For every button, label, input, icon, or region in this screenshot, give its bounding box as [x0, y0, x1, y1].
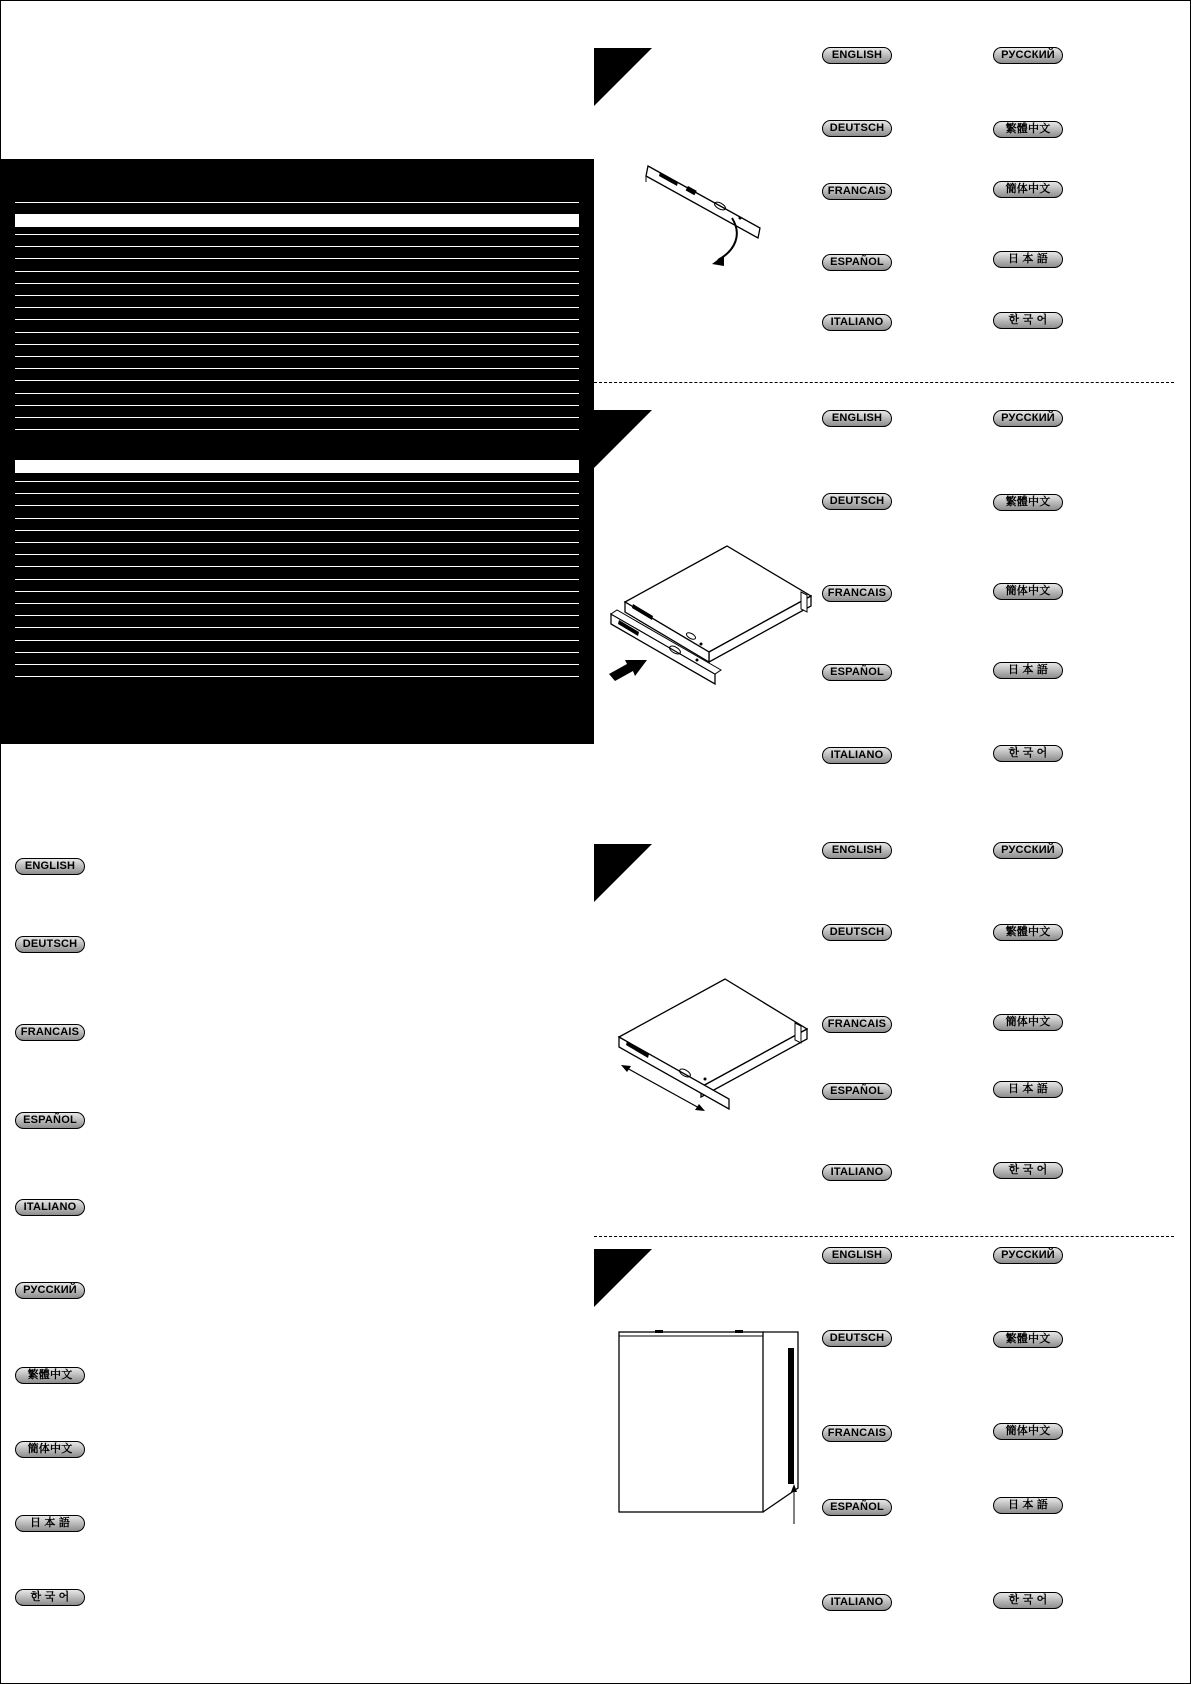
- lang-pill-simp-chinese: 簡体中文: [993, 1423, 1063, 1440]
- lang-pill-trad-chinese: 繁體中文: [993, 1331, 1063, 1348]
- lang-pill-simp-chinese-left: 簡体中文: [15, 1441, 85, 1458]
- lang-pill-russian: РУССКИЙ: [993, 1247, 1063, 1264]
- lang-pill-japanese-left: 日 本 語: [15, 1515, 85, 1532]
- table-rule: [15, 505, 579, 506]
- table-rule: [15, 332, 579, 333]
- lang-pill-espanol: ESPAÑOL: [822, 1083, 892, 1100]
- table-rule: [15, 627, 579, 628]
- table-rule: [15, 676, 579, 677]
- drive-side-figure: [615, 1328, 805, 1528]
- table-rule: [15, 481, 579, 482]
- lang-pill-japanese: 日 本 語: [993, 1081, 1063, 1098]
- lang-pill-deutsch: DEUTSCH: [822, 924, 892, 941]
- table-band: [15, 214, 579, 227]
- table-rule: [15, 356, 579, 357]
- lang-pill-english: ENGLISH: [822, 47, 892, 64]
- lang-pill-deutsch: DEUTSCH: [822, 493, 892, 510]
- step-triangle-icon: [594, 844, 652, 902]
- table-rule: [15, 603, 579, 604]
- bezel-removal-figure: [640, 160, 770, 275]
- table-rule: [15, 393, 579, 394]
- step-triangle-icon: [594, 48, 652, 106]
- drive-figure: [615, 975, 815, 1115]
- table-rule: [15, 493, 579, 494]
- lang-pill-deutsch: DEUTSCH: [822, 1330, 892, 1347]
- lang-pill-korean: 한 국 어: [993, 312, 1063, 329]
- lang-pill-trad-chinese-left: 繁體中文: [15, 1367, 85, 1384]
- table-rule: [15, 417, 579, 418]
- lang-pill-francais: FRANCAIS: [822, 1425, 892, 1442]
- lang-pill-deutsch-left: DEUTSCH: [15, 936, 85, 953]
- table-rule: [15, 319, 579, 320]
- step-triangle-icon: [594, 410, 652, 468]
- lang-pill-russian-left: РУССКИЙ: [15, 1282, 85, 1299]
- lang-pill-italiano: ITALIANO: [822, 1164, 892, 1181]
- lang-pill-espanol: ESPAÑOL: [822, 1499, 892, 1516]
- table-rule: [15, 615, 579, 616]
- lang-pill-espanol: ESPAÑOL: [822, 254, 892, 271]
- lang-pill-espanol-left: ESPAÑOL: [15, 1112, 85, 1129]
- lang-pill-korean: 한 국 어: [993, 1162, 1063, 1179]
- lang-pill-english: ENGLISH: [822, 842, 892, 859]
- lang-pill-korean: 한 국 어: [993, 1592, 1063, 1609]
- table-rule: [15, 344, 579, 345]
- lang-pill-english-left: ENGLISH: [15, 858, 85, 875]
- lang-pill-francais-left: FRANCAIS: [15, 1024, 85, 1041]
- table-rule: [15, 664, 579, 665]
- lang-pill-francais: FRANCAIS: [822, 1016, 892, 1033]
- table-rule: [15, 518, 579, 519]
- lang-pill-japanese: 日 本 語: [993, 1497, 1063, 1514]
- lang-pill-trad-chinese: 繁體中文: [993, 494, 1063, 511]
- bezel-attach-figure: [605, 540, 820, 690]
- lang-pill-japanese: 日 本 語: [993, 251, 1063, 268]
- table-rule: [15, 283, 579, 284]
- table-rule: [15, 258, 579, 259]
- table-rule: [15, 202, 579, 203]
- table-rule: [15, 368, 579, 369]
- table-rule: [15, 566, 579, 567]
- table-rule: [15, 307, 579, 308]
- table-rule: [15, 405, 579, 406]
- table-rule: [15, 271, 579, 272]
- lang-pill-deutsch: DEUTSCH: [822, 120, 892, 137]
- table-rule: [15, 579, 579, 580]
- table-rule: [15, 295, 579, 296]
- table-rule: [15, 591, 579, 592]
- table-band: [15, 460, 579, 473]
- section-divider: [594, 1236, 1174, 1237]
- lang-pill-russian: РУССКИЙ: [993, 47, 1063, 64]
- lang-pill-english: ENGLISH: [822, 1247, 892, 1264]
- lang-pill-russian: РУССКИЙ: [993, 842, 1063, 859]
- lang-pill-francais: FRANCAIS: [822, 585, 892, 602]
- section-divider: [594, 382, 1174, 383]
- lang-pill-simp-chinese: 簡体中文: [993, 181, 1063, 198]
- lang-pill-russian: РУССКИЙ: [993, 410, 1063, 427]
- lang-pill-italiano: ITALIANO: [822, 314, 892, 331]
- lang-pill-trad-chinese: 繁體中文: [993, 121, 1063, 138]
- lang-pill-francais: FRANCAIS: [822, 183, 892, 200]
- lang-pill-korean: 한 국 어: [993, 745, 1063, 762]
- table-rule: [15, 234, 579, 235]
- table-rule: [15, 640, 579, 641]
- lang-pill-trad-chinese: 繁體中文: [993, 924, 1063, 941]
- table-rule: [15, 554, 579, 555]
- lang-pill-italiano-left: ITALIANO: [15, 1199, 85, 1216]
- table-rule: [15, 530, 579, 531]
- table-rule: [15, 652, 579, 653]
- lang-pill-simp-chinese: 簡体中文: [993, 1014, 1063, 1031]
- lang-pill-italiano: ITALIANO: [822, 1594, 892, 1611]
- black-table-panel: [0, 159, 594, 744]
- lang-pill-english: ENGLISH: [822, 410, 892, 427]
- table-rule: [15, 380, 579, 381]
- lang-pill-italiano: ITALIANO: [822, 747, 892, 764]
- table-rule: [15, 542, 579, 543]
- lang-pill-japanese: 日 本 語: [993, 662, 1063, 679]
- step-triangle-icon: [594, 1249, 652, 1307]
- lang-pill-espanol: ESPAÑOL: [822, 664, 892, 681]
- lang-pill-korean-left: 한 국 어: [15, 1589, 85, 1606]
- table-rule: [15, 246, 579, 247]
- lang-pill-simp-chinese: 簡体中文: [993, 583, 1063, 600]
- table-rule: [15, 429, 579, 430]
